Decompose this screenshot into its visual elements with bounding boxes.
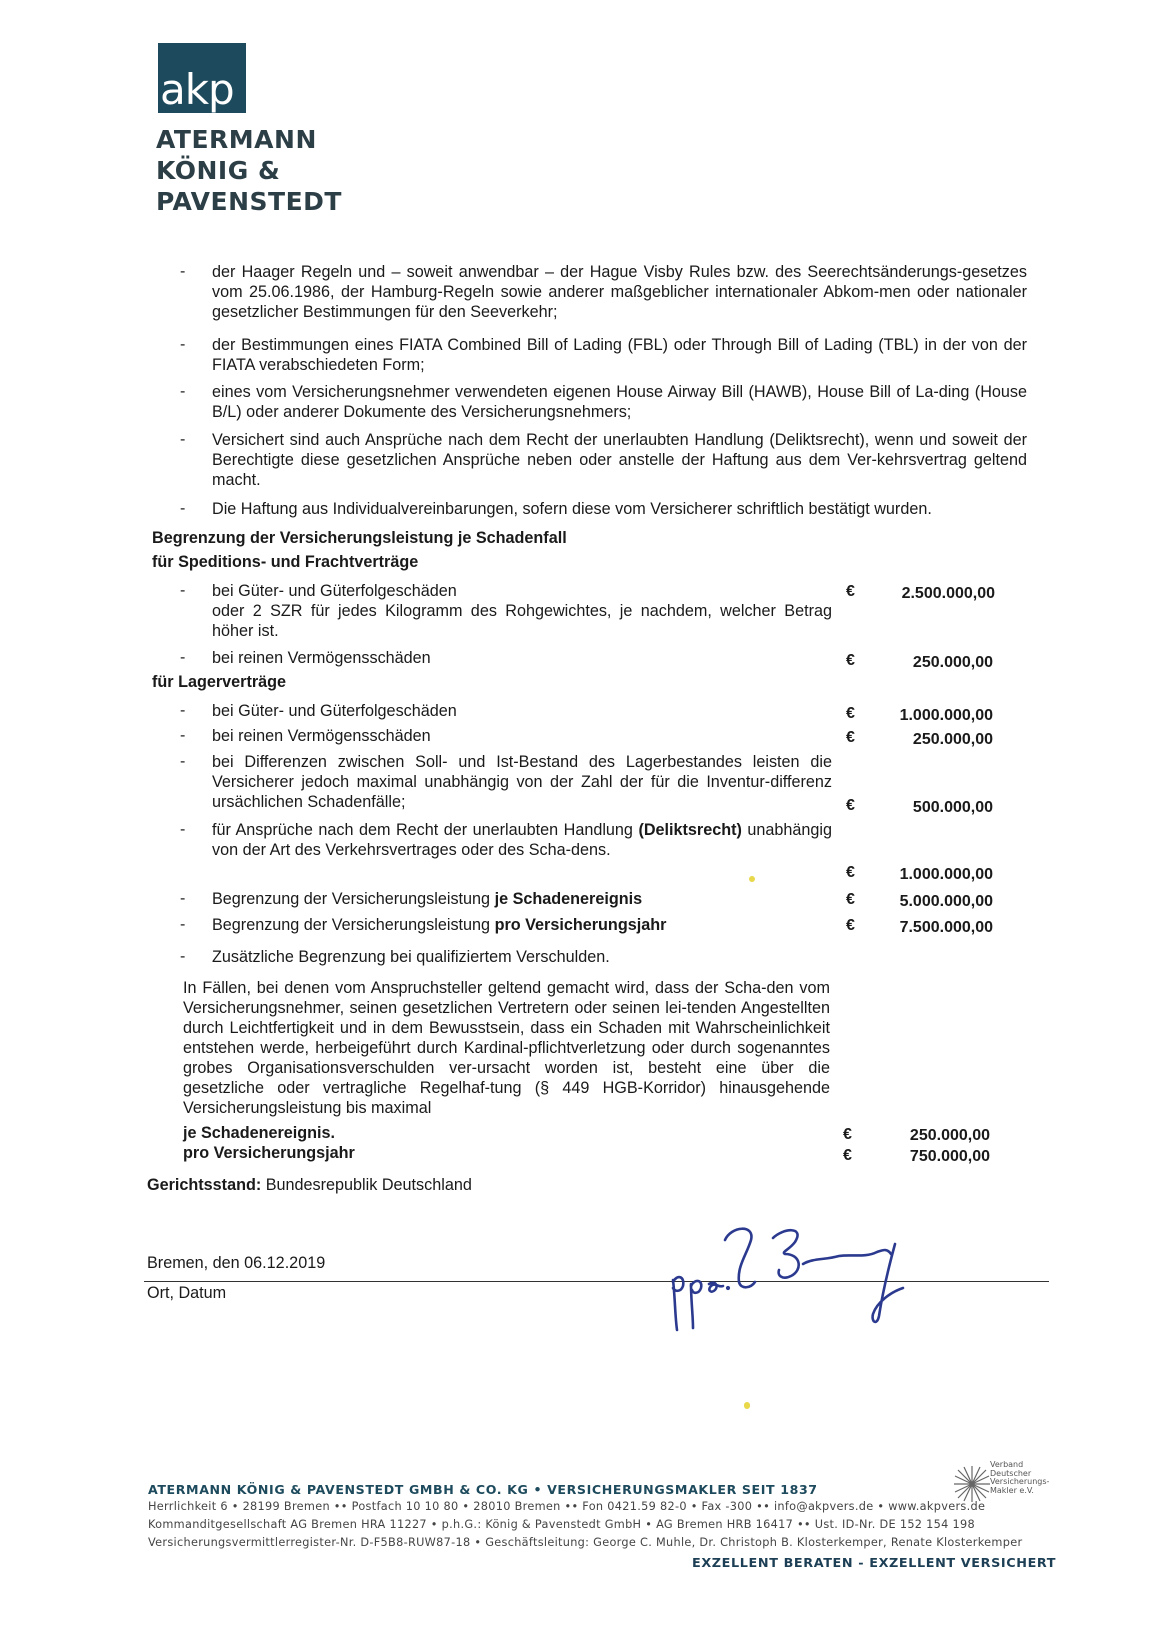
item-text: bei reinen Vermögensschäden <box>212 649 431 667</box>
scan-speck <box>749 876 755 882</box>
bullet-text: Versichert sind auch Ansprüche nach dem Recht der unerlaubten Handlung (Deliktsrecht), wenn und soweit der Berechtigte diese gesetzlichen Ansprüche neben oder anstelle der Haftung aus dem Ver-kehrsvertrag geltend macht. <box>212 431 1027 489</box>
item-text-bold: je Schadenereignis <box>494 890 643 908</box>
signature-image <box>655 1218 955 1338</box>
subsection-heading: für Lagerverträge <box>152 673 287 691</box>
bullet-dash: - <box>180 916 186 933</box>
association-line: Deutscher <box>990 1468 1032 1478</box>
currency-symbol: € <box>846 797 855 814</box>
item-text-part: Begrenzung der Versicherungsleistung <box>212 890 491 908</box>
company-logo-mark <box>158 43 246 113</box>
jurisdiction-value: Bundesrepublik Deutschland <box>265 1176 472 1194</box>
limit-label: pro Versicherungsjahr <box>183 1144 355 1162</box>
currency-symbol: € <box>846 583 855 600</box>
footer-company-title: ATERMANN KÖNIG & PAVENSTEDT GMBH & CO. KG • VERSICHERUNGSMAKLER SEIT 1837 <box>148 1482 818 1497</box>
bullet-dash: - <box>180 821 186 838</box>
amount-value: 5.000.000,00 <box>899 893 993 910</box>
bullet-dash: - <box>180 263 186 280</box>
item-text-part: Begrenzung der Versicherungsleistung <box>212 916 491 934</box>
place-date: Bremen, den 06.12.2019 <box>147 1254 326 1272</box>
qualified-paragraph: In Fällen, bei denen vom Anspruchsteller geltend gemacht wird, dass der Scha-den vom Versicherungsnehmer, seinen gesetzlichen Vertretern oder seinen lei-tenden Angestellten durch Leichtfertigkeit und in dem Bewusstsein, dass ein Schaden mit Wahrscheinlichkeit entstehen werde, herbeigeführt durch Kardinal-pflichtverletzung oder durch sogenanntes grobes Organisationsverschulden ver-ursacht worden ist, besteht eine über die gesetzliche oder vertragliche Regelhaf-tung (§ 449 HGB-Korridor) hinausgehende Versicherungsleistung bis maximal <box>183 979 830 1117</box>
limit-label: je Schadenereignis. <box>183 1124 336 1142</box>
jurisdiction <box>147 1176 472 1195</box>
item-subtext: oder 2 SZR für jedes Kilogramm des Rohgewichtes, je nachdem, welcher Betrag höher ist. <box>212 602 832 640</box>
item-text <box>212 820 832 860</box>
logo-name-line: ATERMANN <box>156 125 317 154</box>
bullet-dash: - <box>180 336 186 353</box>
footer-claim: EXZELLENT BERATEN - EXZELLENT VERSICHERT <box>692 1556 1057 1571</box>
bullet-dash: - <box>180 649 186 666</box>
logo-name-line: KÖNIG & <box>156 156 281 185</box>
subsection-heading: für Speditions- und Frachtverträge <box>152 553 419 571</box>
footer-registration: Kommanditgesellschaft AG Bremen HRA 11227 • p.h.G.: König & Pavenstedt GmbH • AG Bremen HRB 16417 •• Ust. ID-Nr. DE 152 154 198 <box>148 1518 975 1531</box>
item-text-part: unabhängig von der Art des Verkehrsvertrages oder des Scha-dens. <box>212 821 833 859</box>
item-text: bei Differenzen zwischen Soll- und Ist-Bestand des Lagerbestandes leisten die Versicherer jedoch maximal unabhängig von der Zahl der für die Inventur-differenz ursächlichen Schadenfälle; <box>212 753 832 811</box>
amount-value: 2.500.000,00 <box>901 585 995 602</box>
item-text: bei reinen Vermögensschäden <box>212 727 431 745</box>
amount-value: 750.000,00 <box>909 1148 990 1165</box>
amount-value: 250.000,00 <box>909 1127 990 1144</box>
bullet-text: Die Haftung aus Individualvereinbarungen, sofern diese vom Versicherer schriftlich bestätigt wurden. <box>212 500 932 518</box>
section-heading: Begrenzung der Versicherungsleistung je Schadenfall <box>152 529 567 547</box>
amount-value: 250.000,00 <box>912 731 993 748</box>
place-date-caption: Ort, Datum <box>147 1284 227 1302</box>
currency-symbol: € <box>843 1126 852 1143</box>
logo-mark-text: akp <box>160 65 234 114</box>
bullet-dash: - <box>180 582 186 599</box>
association-line: Makler e.V. <box>990 1485 1034 1495</box>
bullet-dash: - <box>180 500 186 517</box>
currency-symbol: € <box>846 917 855 934</box>
bullet-dash: - <box>180 890 186 907</box>
bullet-dash: - <box>180 727 186 744</box>
item-text-bold: (Deliktsrecht) <box>638 821 742 839</box>
company-logo-name <box>156 124 342 217</box>
bullet-dash: - <box>180 702 186 719</box>
item-text-part: für Ansprüche nach dem Recht der unerlaubten Handlung <box>212 821 633 839</box>
bullet-dash: - <box>180 753 186 770</box>
footer-address: Herrlichkeit 6 • 28199 Bremen •• Postfach 10 10 80 • 28010 Bremen •• Fon 0421.59 82-0 • Fax -300 •• info@akpvers.de • www.akpvers.de <box>148 1500 986 1513</box>
scan-speck <box>744 1402 750 1409</box>
currency-symbol: € <box>846 729 855 746</box>
item-text-bold: pro Versicherungsjahr <box>494 916 667 934</box>
item-text: bei Güter- und Güterfolgeschäden <box>212 702 457 720</box>
currency-symbol: € <box>843 1147 852 1164</box>
amount-value: 500.000,00 <box>912 799 993 816</box>
logo-name-line: PAVENSTEDT <box>156 187 342 216</box>
footer-management: Versicherungsvermittlerregister-Nr. D-F5B8-RUW87-18 • Geschäftsleitung: George C. Muhle, Dr. Christoph B. Klosterkemper, Renate Klosterkemper <box>148 1536 1023 1549</box>
association-line: Versicherungs- <box>990 1477 1050 1486</box>
amount-value: 250.000,00 <box>912 654 993 671</box>
item-text: Zusätzliche Begrenzung bei qualifiziertem Verschulden. <box>212 948 610 966</box>
currency-symbol: € <box>846 705 855 722</box>
currency-symbol: € <box>846 864 855 881</box>
jurisdiction-label: Gerichtsstand: <box>147 1176 262 1194</box>
currency-symbol: € <box>846 891 855 908</box>
amount-value: 1.000.000,00 <box>899 866 993 883</box>
bullet-dash: - <box>180 431 186 448</box>
amount-value: 7.500.000,00 <box>899 919 993 936</box>
bullet-text: eines vom Versicherungsnehmer verwendeten eigenen House Airway Bill (HAWB), House Bill of La-ding (House B/L) oder anderer Dokumente des Versicherungsnehmers; <box>212 383 1027 421</box>
bullet-dash: - <box>180 948 186 965</box>
amount-value: 1.000.000,00 <box>899 707 993 724</box>
item-text: bei Güter- und Güterfolgeschäden <box>212 582 457 600</box>
bullet-text: der Bestimmungen eines FIATA Combined Bill of Lading (FBL) oder Through Bill of Lading (TBL) in der von der FIATA verabschiedeten Form; <box>212 336 1027 374</box>
bullet-dash: - <box>180 383 186 400</box>
bullet-text: der Haager Regeln und – soweit anwendbar – der Hague Visby Rules bzw. des Seerechtsänderungs-gesetzes vom 25.06.1986, der Hamburg-Regeln sowie anderer maßgeblicher internationaler Abkom-men oder nationaler gesetzlicher Bestimmungen für den Seeverkehr; <box>212 263 1027 321</box>
association-name <box>990 1461 1049 1495</box>
currency-symbol: € <box>846 652 855 669</box>
association-line: Verband <box>990 1460 1024 1469</box>
